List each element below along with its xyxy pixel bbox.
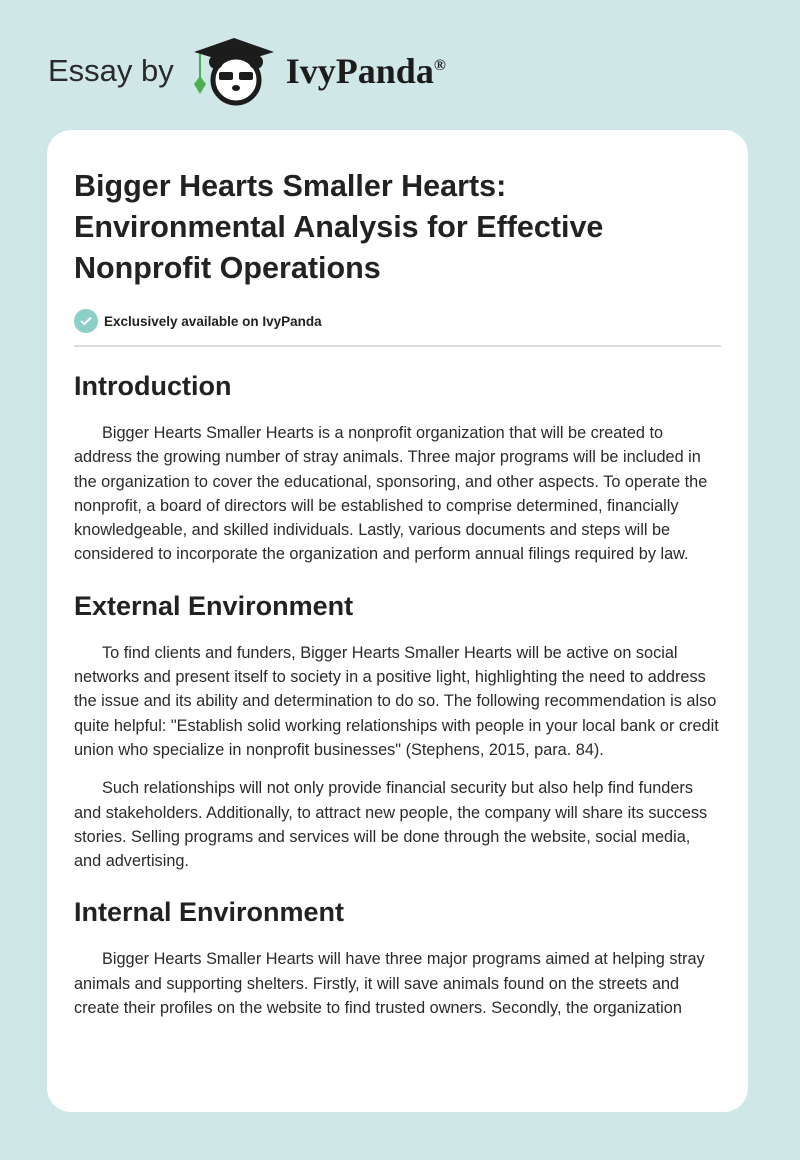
check-icon xyxy=(74,309,98,333)
ivypanda-logo-icon xyxy=(192,36,276,106)
paragraph: To find clients and funders, Bigger Hearts Smaller Hearts will be active on social networks and present itself to society in a positive light, highlighting the need to address the issue and its ability and determination to do so. The following recommendation is also quite helpful: "Establish solid working relationships with people in your local bank or credit union who specialize in nonprofit businesses" (Stephens, 2015, para. 84). xyxy=(74,643,719,759)
paragraph: Bigger Hearts Smaller Hearts is a nonprofit organization that will be created to address the growing number of stray animals. Three major programs will be included in the organization to cover the educational, sponsoring, and other aspects. To operate the nonprofit, a board of directors will be established to comprise determined, financially knowledgeable, and skilled individuals. Lastly, various documents and steps will be considered to incorporate the organization and perform annual filings required by law. xyxy=(74,424,708,564)
paragraph: Bigger Hearts Smaller Hearts will have three major programs aimed at helping stray animals and supporting shelters. Firstly, it will save animals found on the streets and create their profiles on the website to find trusted owners. Secondly, the organization xyxy=(74,950,705,1018)
essay-by-label: Essay by xyxy=(48,53,174,88)
exclusive-badge xyxy=(74,309,721,333)
brand-name: IvyPanda® xyxy=(285,51,446,91)
essay-card xyxy=(47,130,748,1112)
section-heading: External Environment xyxy=(74,590,354,621)
brand-header xyxy=(48,36,446,106)
paragraph: Such relationships will not only provide financial security but also help find funders and stakeholders. Additionally, to attract new people, the company will share its success stories. Selling programs and services will be done through the website, social media, and advertising. xyxy=(74,779,708,871)
section-heading: Introduction xyxy=(74,371,232,401)
essay-title: Bigger Hearts Smaller Hearts: Environmental Analysis for Effective Nonprofit Operations xyxy=(74,169,604,285)
badge-label: Exclusively available on IvyPanda xyxy=(104,313,322,329)
divider xyxy=(74,345,721,347)
section-heading: Internal Environment xyxy=(74,897,345,928)
